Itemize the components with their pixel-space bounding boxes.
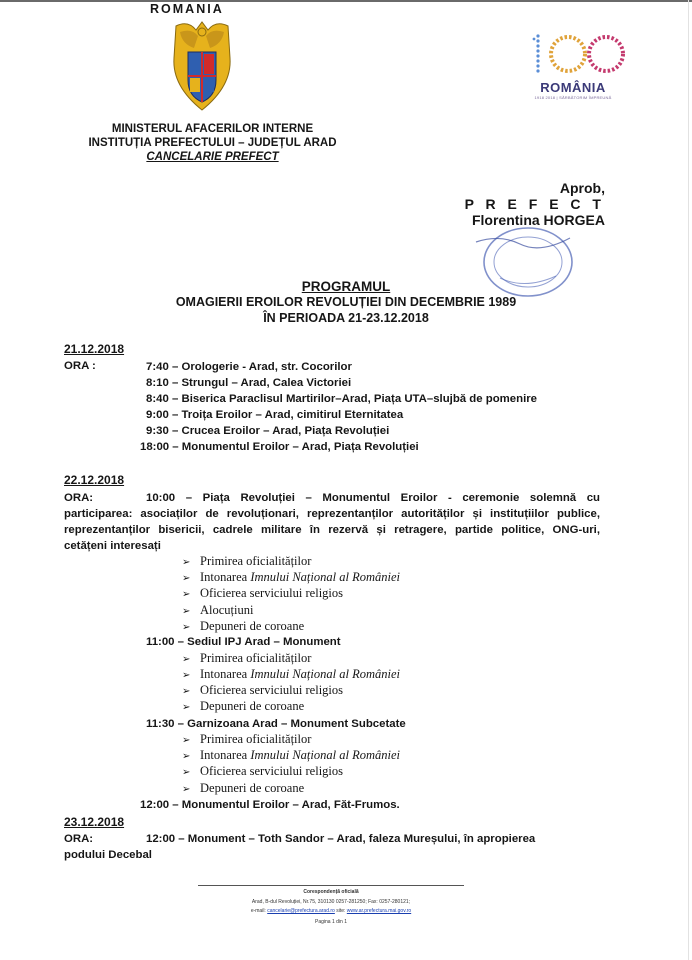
footer-address: Arad, B-dul Revoluției, Nr.75, 310130 0257-281250; Fax: 0257-280121; [251,899,411,905]
day2-ora-label: ORA: [64,492,94,504]
centenary-country: ROMÂNIA [540,80,606,95]
day1-item-1: 7:40 – Orologerie - Arad, str. Cocorilor [146,361,352,373]
right-edge-line [688,0,689,960]
day1-ora-label: ORA : [64,360,96,372]
day2-event-3: 11:30 – Garnizoana Arad – Monument Subcetate [146,718,406,730]
top-border [0,0,692,2]
block2-bullet-4: ➢ Depuneri de coroane [182,699,305,713]
day3-line-1: 12:00 – Monument – Toth Sandor – Arad, faleza Mureșului, în apropierea [146,833,536,845]
department-name: CANCELARIE PREFECT [146,151,279,163]
arrow-bullet-icon: ➢ [182,686,191,697]
footer-title: Corespondență oficială [303,889,359,895]
approval-word: Aprob, [559,180,605,196]
arrow-bullet-icon: ➢ [182,606,191,617]
day1-item-3: 8:40 – Biserica Paraclisul Martirilor–Arad, Piața UTA–slujbă de pomenire [146,393,538,405]
day3-date: 23.12.2018 [64,815,125,829]
coat-of-arms-icon [168,18,236,114]
day1-item-4: 9:00 – Troița Eroilor – Arad, cimitirul Eternitatea [146,409,404,421]
centenary-subline: 1918 2018 | SĂRBĂTORIM ÎMPREUNĂ [534,95,612,100]
page-number: Pagina 1 din 1 [315,919,347,925]
arrow-bullet-icon: ➢ [182,622,191,633]
day1-date: 21.12.2018 [64,342,125,356]
day2-event-4: 12:00 – Monumentul Eroilor – Arad, Făt-Frumos. [140,799,400,811]
footer-contacts: e-mail: cancelarie@prefectura.arad.ro site: www.ar.prefectura.mai.gov.ro [250,908,412,914]
document-title: PROGRAMUL [301,279,391,294]
arrow-bullet-icon: ➢ [182,573,191,584]
arrow-bullet-icon: ➢ [182,767,191,778]
block1-bullet-3: ➢ Oficierea serviciului religios [182,586,343,600]
day2-intro-line-1: 10:00 – Piața Revoluției – Monumentul Eroilor - ceremonie solemnă cu [146,492,600,504]
arrow-bullet-icon: ➢ [182,589,191,600]
arrow-bullet-icon: ➢ [182,784,191,795]
ministry-name: MINISTERUL AFACERILOR INTERNE [111,123,314,135]
email-link[interactable]: cancelarie@prefectura.arad.ro [267,908,335,914]
day3-line-2: podului Decebal [64,849,152,861]
arrow-bullet-icon: ➢ [182,735,191,746]
website-link[interactable]: www.ar.prefectura.mai.gov.ro [346,908,412,914]
arrow-bullet-icon: ➢ [182,702,191,713]
block1-bullet-4: ➢ Alocuțiuni [182,603,254,617]
block1-bullet-1: ➢ Primirea oficialităților [182,554,312,568]
anthem-name: Imnului Național al României [250,667,400,681]
anthem-name: Imnului Național al României [250,570,400,584]
day1-item-2: 8:10 – Strungul – Arad, Calea Victoriei [146,377,352,389]
institution-name: INSTITUȚIA PREFECTULUI – JUDEȚUL ARAD [88,137,337,149]
block2-bullet-3: ➢ Oficierea serviciului religios [182,683,343,697]
approval-title: P R E F E C T [464,196,605,212]
day2-event-2: 11:00 – Sediul IPJ Arad – Monument [146,636,341,648]
day1-item-6: 18:00 – Monumentul Eroilor – Arad, Piața Revoluției [140,441,419,453]
document-period: ÎN PERIOADA 21-23.12.2018 [263,311,429,325]
block1-bullet-5: ➢ Depuneri de coroane [182,619,305,633]
ministry-block [70,122,355,164]
anthem-name: Imnului Național al României [250,748,400,762]
day2-intro-line-4: cetățeni interesați [64,540,161,552]
arrow-bullet-icon: ➢ [182,751,191,762]
block3-bullet-4: ➢ Depuneri de coroane [182,781,305,795]
arrow-bullet-icon: ➢ [182,670,191,681]
block3-bullet-1: ➢ Primirea oficialităților [182,732,312,746]
block1-bullet-2: ➢ Intonarea Imnului Național al României [182,570,400,584]
country-heading: ROMANIA [150,2,224,16]
centenary-caption [518,80,628,100]
block2-bullet-1: ➢ Primirea oficialităților [182,651,312,665]
block3-bullet-2: ➢ Intonarea Imnului Național al României [182,748,400,762]
block3-bullet-3: ➢ Oficierea serviciului religios [182,764,343,778]
approval-name: Florentina HORGEA [471,212,605,228]
day1-item-5: 9:30 – Crucea Eroilor – Arad, Piața Revoluției [146,425,390,437]
day2-intro-line-3: reprezentanților bisericii, cadrele militare în rezervă și retragere, partide politice, ONG-uri, [64,524,600,536]
day2-date: 22.12.2018 [64,473,125,487]
day3-ora-label: ORA: [64,833,94,845]
footer-divider [198,885,464,886]
arrow-bullet-icon: ➢ [182,654,191,665]
arrow-bullet-icon: ➢ [182,557,191,568]
document-subtitle: OMAGIERII EROILOR REVOLUȚIEI DIN DECEMBRIE 1989 [175,295,517,309]
day2-intro-line-2: participarea: asociaților de revoluționari, reprezentanților autorităților și instituțiilor publice, [64,508,600,520]
block2-bullet-2: ➢ Intonarea Imnului Național al României [182,667,400,681]
